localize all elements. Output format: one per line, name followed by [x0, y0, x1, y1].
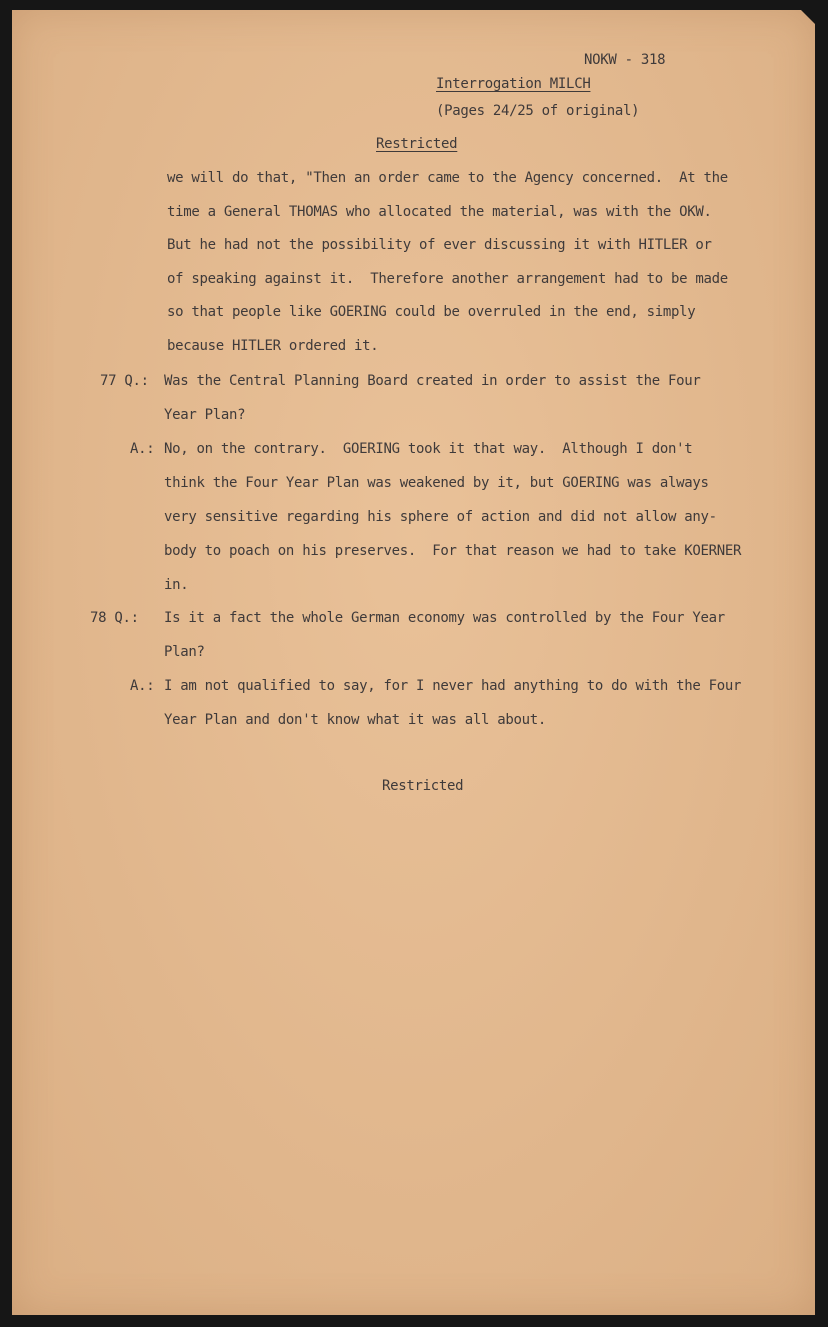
classification-top: Restricted — [376, 136, 458, 152]
answer-label: A.: — [130, 678, 155, 694]
answer-line: body to poach on his preserves. For that reason we had to take KOERNER — [164, 543, 742, 559]
document-page — [12, 10, 815, 1315]
body-line: But he had not the possibility of ever discussing it with HITLER or — [167, 237, 712, 253]
body-line: so that people like GOERING could be overruled in the end, simply — [167, 304, 696, 320]
document-title: Interrogation MILCH — [436, 76, 591, 92]
answer-line: think the Four Year Plan was weakened by it, but GOERING was always — [164, 475, 709, 491]
body-line: we will do that, "Then an order came to the Agency concerned. At the — [167, 170, 728, 186]
classification-bottom: Restricted — [382, 778, 464, 794]
body-line: time a General THOMAS who allocated the material, was with the OKW. — [167, 204, 712, 220]
pages-note: (Pages 24/25 of original) — [436, 103, 640, 119]
question-number: 78 Q.: — [90, 610, 139, 626]
question-number: 77 Q.: — [100, 373, 149, 389]
answer-line: very sensitive regarding his sphere of action and did not allow any- — [164, 509, 717, 525]
body-line: because HITLER ordered it. — [167, 338, 379, 354]
body-line: of speaking against it. Therefore another arrangement had to be made — [167, 271, 728, 287]
page-corner-tear — [801, 10, 815, 24]
question-line: Is it a fact the whole German economy was controlled by the Four Year — [164, 610, 725, 626]
question-line: Plan? — [164, 644, 205, 660]
question-line: Year Plan? — [164, 407, 246, 423]
question-line: Was the Central Planning Board created in order to assist the Four — [164, 373, 701, 389]
document-number: NOKW - 318 — [584, 52, 666, 68]
answer-line: I am not qualified to say, for I never had anything to do with the Four — [164, 678, 742, 694]
answer-line: Year Plan and don't know what it was all about. — [164, 712, 547, 728]
answer-label: A.: — [130, 441, 155, 457]
answer-line: in. — [164, 577, 189, 593]
answer-line: No, on the contrary. GOERING took it that way. Although I don't — [164, 441, 693, 457]
